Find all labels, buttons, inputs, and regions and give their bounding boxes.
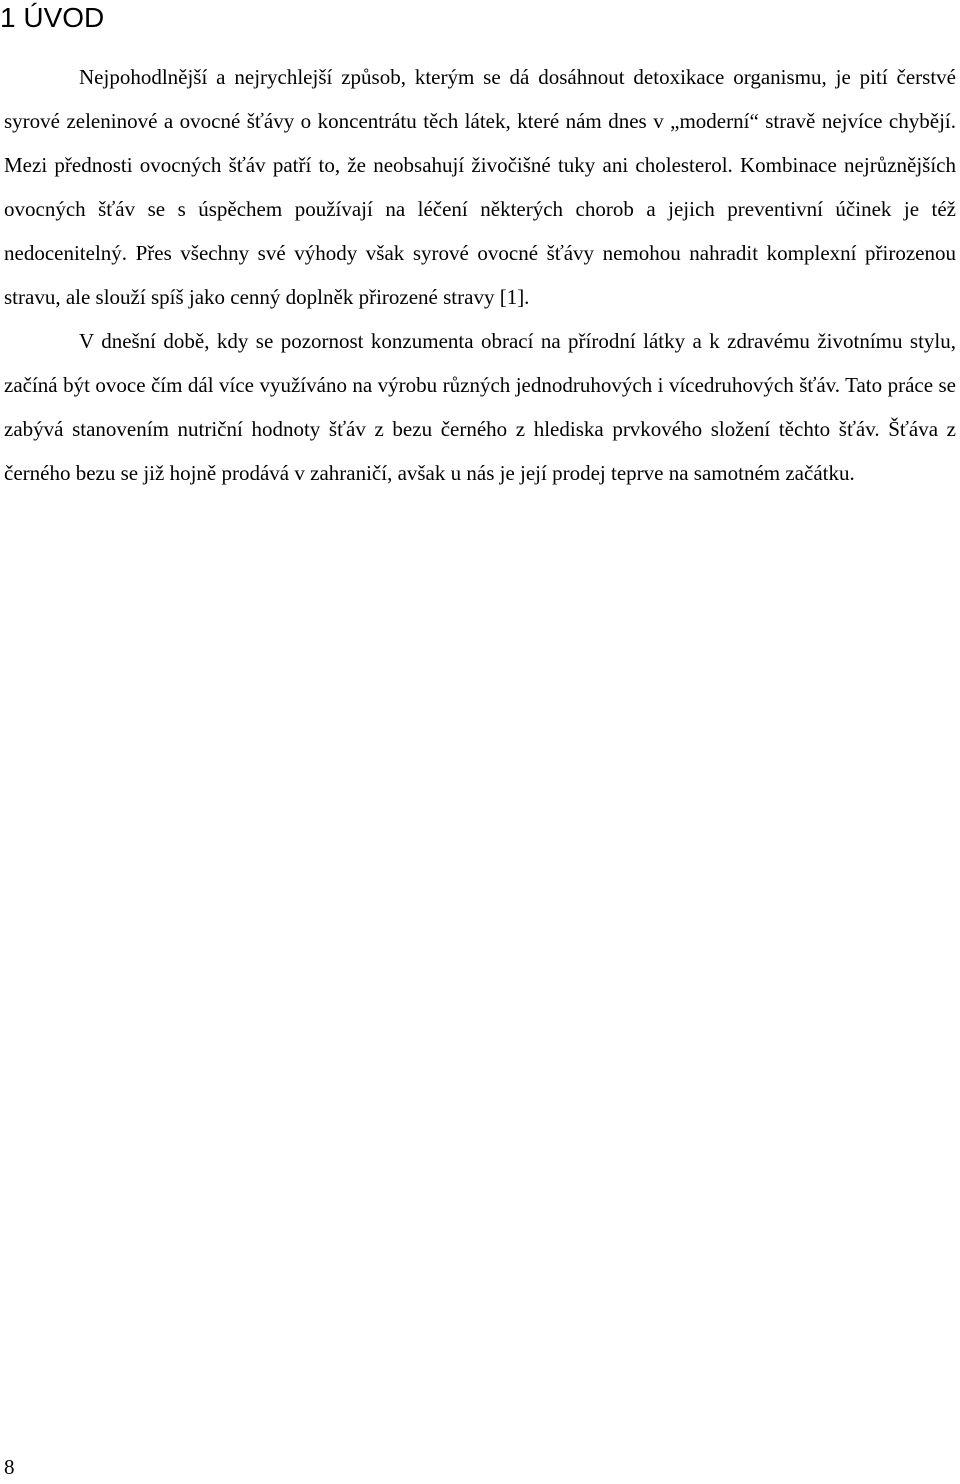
page-number: 8 (4, 1455, 15, 1479)
body-text (4, 55, 956, 495)
page-title: 1 ÚVOD (0, 2, 105, 33)
paragraph-2: V dnešní době, kdy se pozornost konzumenta obrací na přírodní látky a k zdravému životnímu stylu, začíná být ovoce čím dál více využíváno na výrobu různých jednodruhových i vícedruhových šťáv. Tato práce se zabývá stanovením nutriční hodnoty šťáv z bezu černého z hlediska prvkového složení těchto šťáv. Šťáva z černého bezu se již hojně prodává v zahraničí, avšak u nás je její prodej teprve na samotném začátku. (4, 329, 956, 485)
paragraph-1: Nejpohodlnější a nejrychlejší způsob, kterým se dá dosáhnout detoxikace organismu, je pití čerstvé syrové zeleninové a ovocné šťávy o koncentrátu těch látek, které nám dnes v „moderní“ stravě nejvíce chybějí. Mezi přednosti ovocných šťáv patří to, že neobsahují živočišné tuky ani cholesterol. Kombinace nejrůznějších ovocných šťáv se s úspěchem používají na léčení některých chorob a jejich preventivní účinek je též nedocenitelný. Přes všechny své výhody však syrové ovocné šťávy nemohou nahradit komplexní přirozenou stravu, ale slouží spíš jako cenný doplněk přirozené stravy [1]. (4, 65, 956, 309)
